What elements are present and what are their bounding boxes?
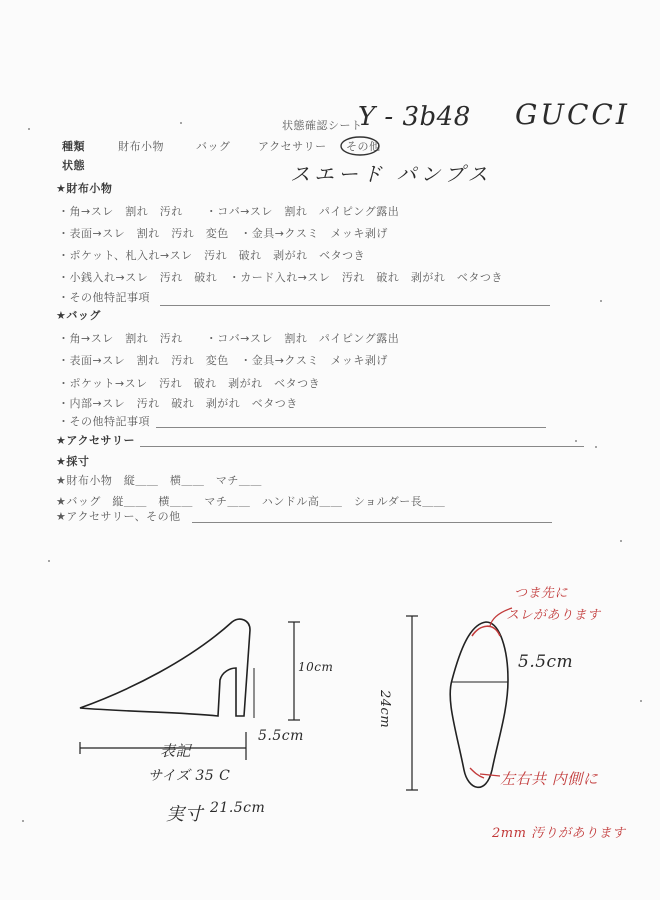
toe-note-2: スレがあります: [506, 608, 601, 623]
side-view-shoe: [80, 619, 250, 716]
heel-height-label: 10cm: [298, 660, 334, 674]
category-other: その他: [346, 140, 381, 153]
size-label: 表記: [160, 742, 192, 760]
sheet-title: 状態確認シート: [282, 119, 363, 132]
bag-line-4: ・内部→スレ 汚れ 破れ 剥がれ ベタつき: [58, 397, 298, 410]
category-wallet: 財布小物: [118, 140, 164, 153]
measure-wallet: ★財布小物 縦＿＿ 横＿＿ マチ＿＿: [56, 474, 262, 487]
bag-line-3: ・ポケット→スレ 汚れ 破れ 剥がれ ベタつき: [58, 377, 321, 390]
serial-number: Y - 3b48: [358, 102, 471, 132]
category-bag: バッグ: [196, 140, 231, 153]
actual-size-value: 21.5cm: [210, 800, 266, 816]
side-note-2: 2mm 汚りがあります: [492, 826, 626, 841]
condition-handwritten: スエード パンプス: [290, 162, 492, 186]
top-view-sole: [450, 622, 508, 787]
wallet-line-1: ・角→スレ 割れ 汚れ ・コバ→スレ 割れ パイピング露出: [58, 205, 400, 218]
accessory-heading: ★アクセサリー: [56, 434, 136, 447]
toe-note-1: つま先に: [514, 586, 569, 601]
brand-name: GUCCI: [515, 98, 630, 131]
measure-heading: ★採寸: [56, 455, 90, 468]
bag-heading: ★バッグ: [56, 309, 101, 322]
condition-label: 状態: [62, 159, 85, 172]
category-label: 種類: [62, 140, 85, 153]
measure-bag: ★バッグ 縦＿＿ 横＿＿ マチ＿＿ ハンドル高＿＿ ショルダー長＿＿: [56, 495, 446, 508]
length-label: 24cm: [377, 690, 392, 729]
wallet-line-3: ・ポケット、札入れ→スレ 汚れ 破れ 剥がれ ベタつき: [58, 249, 366, 262]
wallet-line-5: ・その他特記事項: [58, 291, 150, 304]
width-label: 5.5cm: [518, 652, 574, 672]
bag-line-1: ・角→スレ 割れ 汚れ ・コバ→スレ 割れ パイピング露出: [58, 332, 400, 345]
measure-other: ★アクセサリー、その他: [56, 510, 181, 523]
category-accessory: アクセサリー: [258, 140, 327, 153]
wallet-line-4: ・小銭入れ→スレ 汚れ 破れ ・カード入れ→スレ 汚れ 破れ 剥がれ ベタつき: [58, 271, 503, 284]
bag-line-2: ・表面→スレ 割れ 汚れ 変色 ・金具→クスミ メッキ剥げ: [58, 354, 388, 367]
bag-line-5: ・その他特記事項: [58, 415, 150, 428]
wallet-heading: ★財布小物: [56, 182, 113, 195]
actual-size-label: 実寸: [166, 804, 203, 825]
side-note-1: 左右共 内側に: [500, 770, 599, 788]
platform-label: 5.5cm: [258, 728, 304, 744]
wallet-line-2: ・表面→スレ 割れ 汚れ 変色 ・金具→クスミ メッキ剥げ: [58, 227, 388, 240]
size-value: サイズ 35 C: [148, 768, 231, 784]
